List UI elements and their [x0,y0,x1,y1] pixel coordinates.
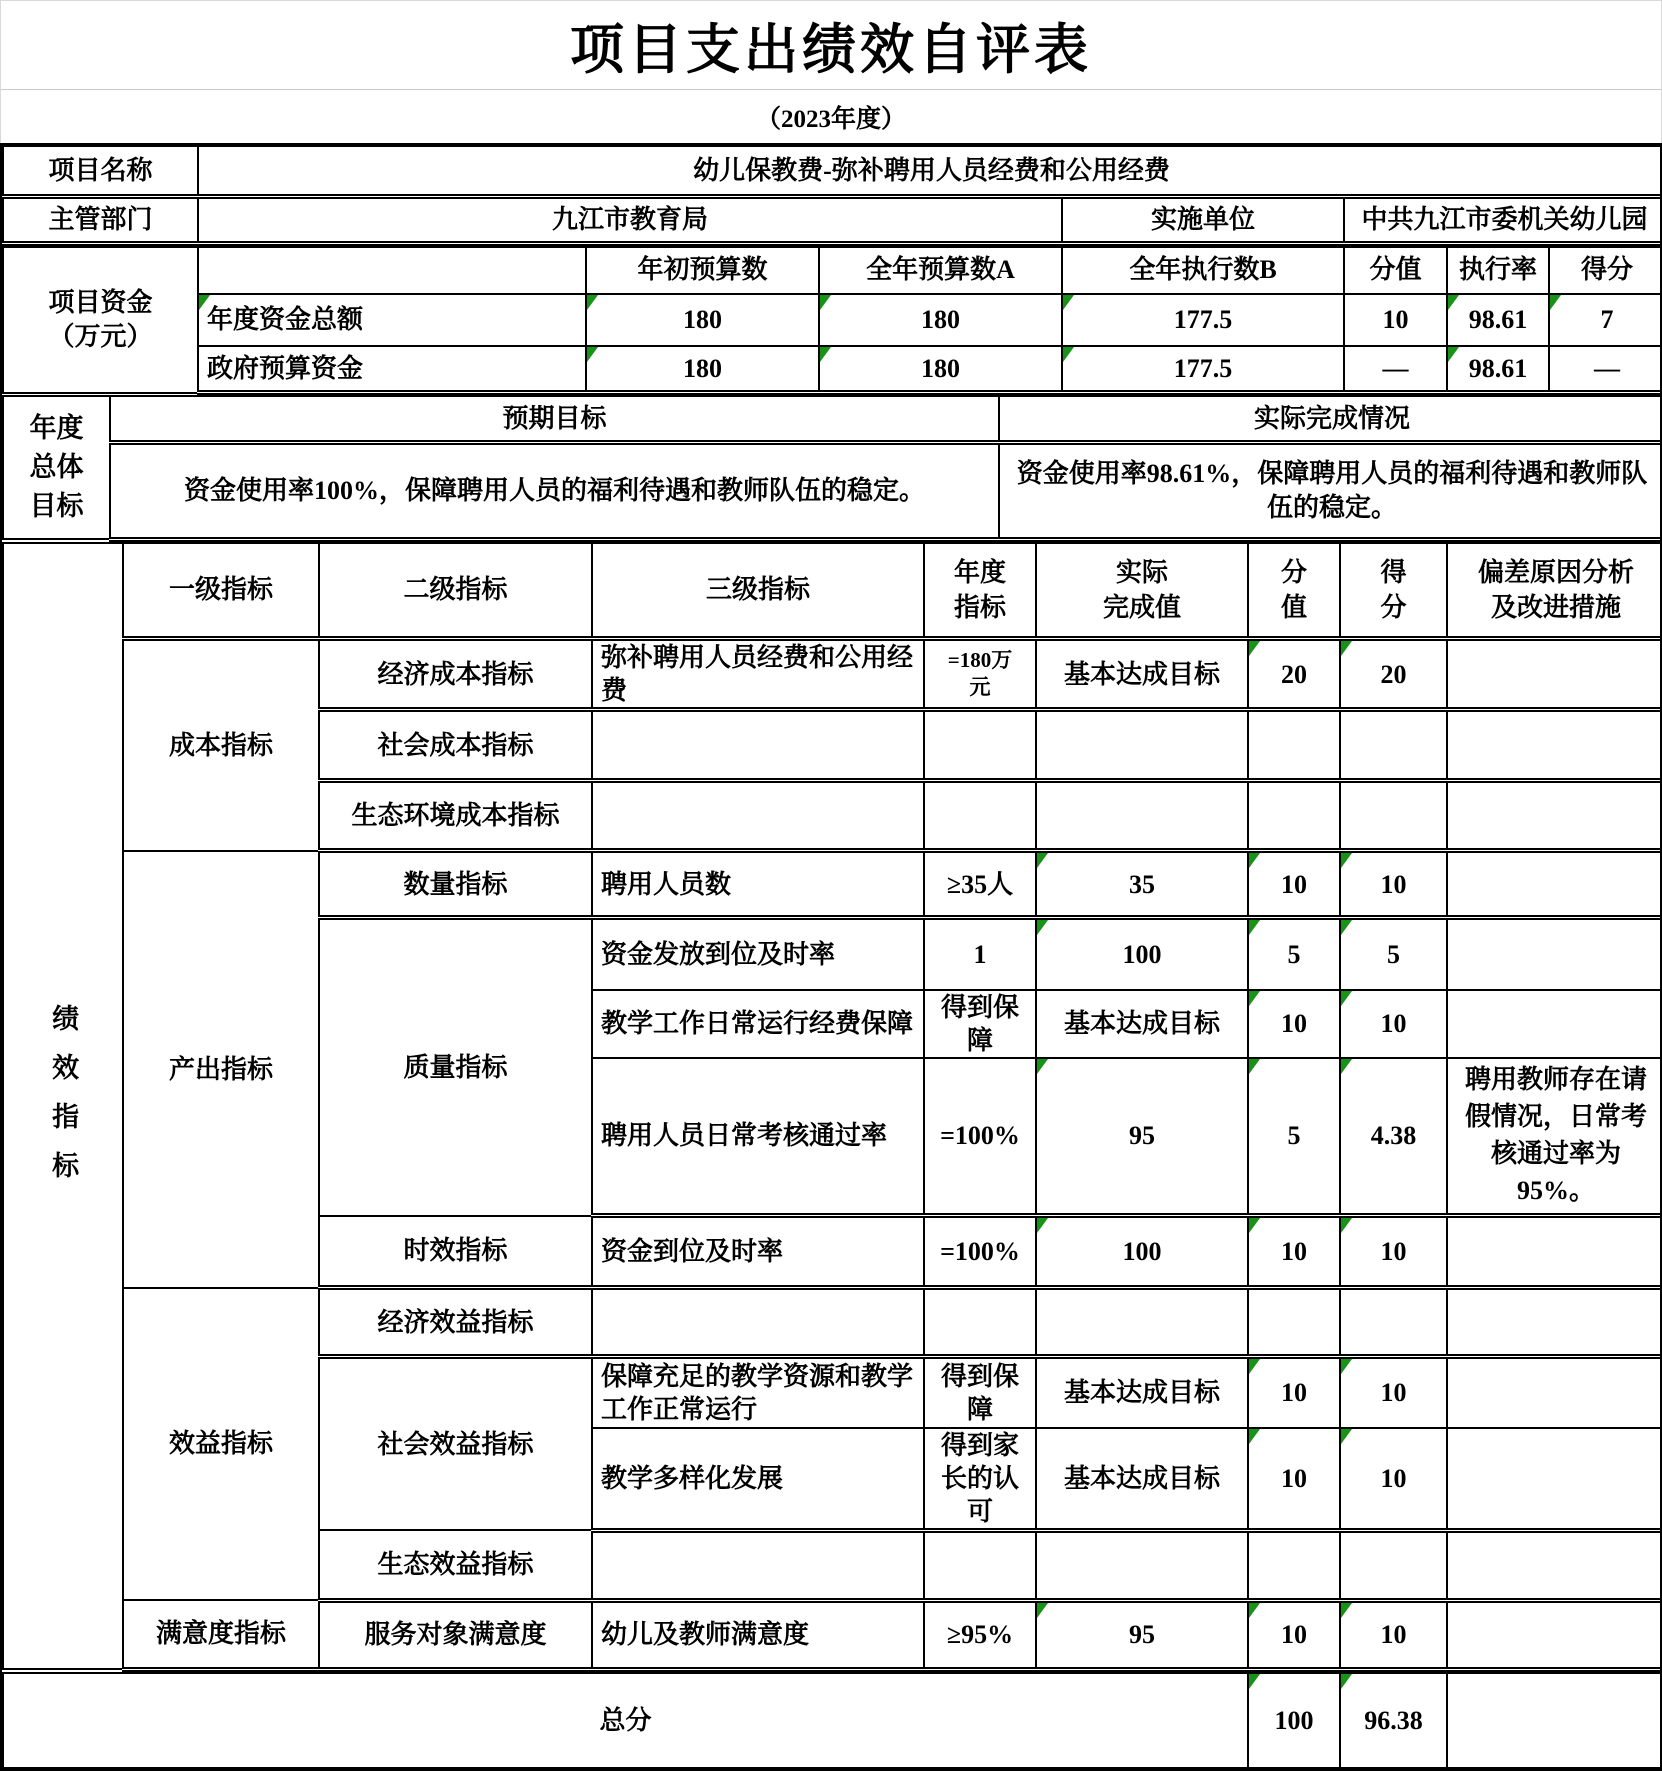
funds-section-label: 项目资金 （万元） [3,247,198,393]
points-cell: 5 [1248,918,1340,990]
goal-table [2,395,1662,542]
points-cell: 20 [1248,639,1340,710]
actual-cell: 100 [1036,918,1248,990]
note-flag-icon [1448,347,1459,362]
level3-cell: 聘用人员日常考核通过率 [592,1058,924,1216]
remark-cell [1447,1357,1662,1428]
funds-header-annual: 全年预算数A [819,247,1062,294]
target-cell [924,1288,1036,1357]
table-body [0,143,1662,1771]
note-flag-icon [1341,991,1352,1006]
remark-cell [1447,990,1662,1058]
points-cell: 10 [1248,1600,1340,1669]
points-cell [1248,781,1340,851]
unit-value: 中共九江市委机关幼儿园 [1344,196,1662,243]
funds-cell: 98.61 [1447,346,1549,393]
remark-cell [1447,918,1662,990]
level2-cell: 经济效益指标 [319,1288,592,1357]
level1-satisfaction: 满意度指标 [123,1600,319,1669]
points-cell [1248,1530,1340,1600]
level1-output: 产出指标 [123,851,319,1288]
header-level1: 一级指标 [123,543,319,639]
target-cell: ≥95% [924,1600,1036,1669]
target-cell [924,781,1036,851]
funds-cell: 10 [1344,294,1447,346]
target-cell: =180万元 [924,639,1036,710]
funds-cell: 180 [819,294,1062,346]
dept-value: 九江市教育局 [198,196,1062,243]
header-level3: 三级指标 [592,543,924,639]
info-table [2,145,1662,246]
score-cell: 10 [1340,1600,1447,1669]
score-cell [1340,710,1447,781]
project-name-label: 项目名称 [3,146,198,196]
funds-row-gov [3,346,1662,393]
note-flag-icon [1341,641,1352,656]
funds-header-points: 分值 [1344,247,1447,294]
note-flag-icon [1037,1059,1048,1074]
score-cell: 20 [1340,639,1447,710]
funds-cell: — [1344,346,1447,393]
actual-cell: 95 [1036,1058,1248,1216]
funds-table [2,246,1662,396]
remark-cell [1447,710,1662,781]
remark-cell [1447,1288,1662,1357]
actual-cell: 基本达成目标 [1036,1357,1248,1428]
remark-cell [1447,1600,1662,1669]
level2-cell: 社会成本指标 [319,710,592,781]
score-cell [1340,781,1447,851]
note-flag-icon [1037,1603,1048,1618]
funds-header-score: 得分 [1549,247,1662,294]
score-cell: 4.38 [1340,1058,1447,1216]
remark-cell [1447,1428,1662,1531]
target-cell: 1 [924,918,1036,990]
funds-cell: 180 [586,346,819,393]
target-cell: 得到保障 [924,1357,1036,1428]
points-cell [1248,710,1340,781]
note-flag-icon [1341,1059,1352,1074]
title-area [0,0,1662,143]
total-label: 总分 [3,1673,1248,1768]
actual-cell: 95 [1036,1600,1248,1669]
funds-cell: 177.5 [1062,346,1344,393]
note-flag-icon [1037,1218,1048,1233]
note-flag-icon [199,295,210,310]
target-cell: 得到家长的认可 [924,1428,1036,1531]
actual-cell: 100 [1036,1216,1248,1288]
level3-cell: 聘用人员数 [592,851,924,918]
project-name-value: 幼儿保教费-弥补聘用人员经费和公用经费 [198,146,1662,196]
points-cell: 10 [1248,990,1340,1058]
funds-header-executed: 全年执行数B [1062,247,1344,294]
funds-cell: — [1549,346,1662,393]
points-cell: 10 [1248,1428,1340,1531]
indicator-row [3,851,1662,918]
note-flag-icon [1448,295,1459,310]
note-flag-icon [587,295,598,310]
funds-cell: 180 [819,346,1062,393]
level3-cell: 幼儿及教师满意度 [592,1600,924,1669]
points-cell: 10 [1248,851,1340,918]
goal-expected-value: 资金使用率100%，保障聘用人员的福利待遇和教师队伍的稳定。 [110,442,999,539]
remark-cell: 聘用教师存在请假情况，日常考核通过率为95%。 [1447,1058,1662,1216]
level1-benefit: 效益指标 [123,1288,319,1601]
remark-cell [1447,1216,1662,1288]
points-cell [1248,1288,1340,1357]
note-flag-icon [1341,1429,1352,1444]
note-flag-icon [820,347,831,362]
level3-cell: 教学工作日常运行经费保障 [592,990,924,1058]
actual-cell: 基本达成目标 [1036,1428,1248,1531]
level2-cell: 数量指标 [319,851,592,918]
level3-cell [592,1530,924,1600]
level2-cell: 生态效益指标 [319,1530,592,1600]
score-cell: 10 [1340,1357,1447,1428]
note-flag-icon [1249,1059,1260,1074]
score-cell: 10 [1340,851,1447,918]
level2-social-benefit: 社会效益指标 [319,1357,592,1531]
level3-cell [592,710,924,781]
funds-cell: 98.61 [1447,294,1549,346]
level2-quality: 质量指标 [319,918,592,1216]
indicators-table [2,542,1662,1672]
level3-cell: 资金发放到位及时率 [592,918,924,990]
remark-cell [1447,639,1662,710]
target-cell: ≥35人 [924,851,1036,918]
level3-cell [592,781,924,851]
funds-row-label: 年度资金总额 [198,294,586,346]
note-flag-icon [1249,1359,1260,1374]
funds-cell: 7 [1549,294,1662,346]
level3-cell: 资金到位及时率 [592,1216,924,1288]
note-flag-icon [1341,853,1352,868]
score-cell: 10 [1340,1216,1447,1288]
note-flag-icon [1249,991,1260,1006]
level3-cell: 保障充足的教学资源和教学工作正常运行 [592,1357,924,1428]
note-flag-icon [1037,853,1048,868]
page-title: 项目支出绩效自评表 [570,19,1092,80]
score-cell: 10 [1340,1428,1447,1531]
indicator-row [3,639,1662,710]
score-cell: 5 [1340,918,1447,990]
actual-cell [1036,1288,1248,1357]
total-score: 96.38 [1340,1673,1447,1768]
funds-cell: 180 [586,294,819,346]
note-flag-icon [1063,347,1074,362]
note-flag-icon [820,295,831,310]
level3-cell: 教学多样化发展 [592,1428,924,1531]
actual-cell: 基本达成目标 [1036,990,1248,1058]
note-flag-icon [1063,295,1074,310]
goal-expected-header: 预期目标 [110,396,999,442]
actual-cell: 基本达成目标 [1036,639,1248,710]
page-subtitle: （2023年度） [1,89,1661,143]
actual-cell: 35 [1036,851,1248,918]
note-flag-icon [1249,1429,1260,1444]
note-flag-icon [1037,920,1048,935]
level3-cell [592,1288,924,1357]
total-table [2,1672,1662,1769]
points-cell: 5 [1248,1058,1340,1216]
level2-cell: 时效指标 [319,1216,592,1288]
actual-cell [1036,710,1248,781]
note-flag-icon [1341,920,1352,935]
goal-actual-header: 实际完成情况 [999,396,1662,442]
note-flag-icon [1249,920,1260,935]
header-actual: 实际 完成值 [1036,543,1248,639]
note-flag-icon [1341,1603,1352,1618]
note-flag-icon [1341,1218,1352,1233]
funds-row-label: 政府预算资金 [198,346,586,393]
note-flag-icon [1341,1359,1352,1374]
remark-cell [1447,851,1662,918]
indicator-row [3,1288,1662,1357]
target-cell: =100% [924,1216,1036,1288]
points-cell: 10 [1248,1216,1340,1288]
header-score: 得 分 [1340,543,1447,639]
header-target: 年度 指标 [924,543,1036,639]
actual-cell [1036,1530,1248,1600]
actual-cell [1036,781,1248,851]
note-flag-icon [1550,295,1561,310]
note-flag-icon [1249,1674,1260,1689]
remark-cell [1447,781,1662,851]
note-flag-icon [587,347,598,362]
points-cell: 10 [1248,1357,1340,1428]
note-flag-icon [1249,1218,1260,1233]
score-cell: 10 [1340,990,1447,1058]
funds-cell: 177.5 [1062,294,1344,346]
header-points: 分 值 [1248,543,1340,639]
level1-cost: 成本指标 [123,639,319,851]
funds-row-total [3,294,1662,346]
funds-empty-header [198,247,586,294]
indicators-section-label: 绩效指标 [3,543,123,1670]
total-remark [1447,1673,1662,1768]
header-deviation: 偏差原因分析 及改进措施 [1447,543,1662,639]
dept-label: 主管部门 [3,196,198,243]
note-flag-icon [1341,1674,1352,1689]
target-cell: =100% [924,1058,1036,1216]
score-cell [1340,1530,1447,1600]
level2-cell: 经济成本指标 [319,639,592,710]
target-cell [924,1530,1036,1600]
header-level2: 二级指标 [319,543,592,639]
unit-label: 实施单位 [1062,196,1344,243]
target-cell: 得到保障 [924,990,1036,1058]
remark-cell [1447,1530,1662,1600]
goal-actual-value: 资金使用率98.61%，保障聘用人员的福利待遇和教师队伍的稳定。 [999,442,1662,539]
level3-cell: 弥补聘用人员经费和公用经费 [592,639,924,710]
funds-header-rate: 执行率 [1447,247,1549,294]
note-flag-icon [1249,1603,1260,1618]
total-points: 100 [1248,1673,1340,1768]
target-cell [924,710,1036,781]
funds-header-initial: 年初预算数 [586,247,819,294]
note-flag-icon [1249,853,1260,868]
note-flag-icon [1249,641,1260,656]
indicator-row [3,1600,1662,1669]
level2-cell: 服务对象满意度 [319,1600,592,1669]
score-cell [1340,1288,1447,1357]
goal-section-label: 年度总体目标 [3,396,110,539]
level2-cell: 生态环境成本指标 [319,781,592,851]
